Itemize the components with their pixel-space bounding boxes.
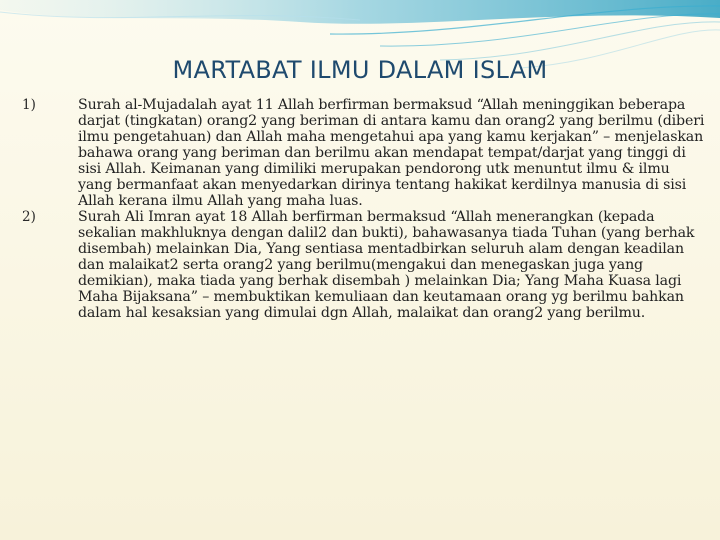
content-list [18,97,708,321]
list-item-text: Surah Ali Imran ayat 18 Allah berfirman bermaksud “Allah menerangkan (kepada sekalian makhluknya dengan dalil2 dan bukti), bahawasanya tiada Tuhan (yang berhak disembah) melainkan Dia, Yang sentiasa mentadbirkan seluruh alam dengan keadilan dan malaikat2 serta orang2 yang berilmu(mengakui dan menegaskan juga yang demikian), maka tiada yang berhak disembah ) melainkan Dia; Yang Maha Kuasa lagi Maha Bijaksana” – membuktikan kemuliaan dan keutamaan orang yg berilmu bahkan dalam hal kesaksian yang dimulai dgn Allah, malaikat dan orang2 yang berilmu. [78,209,695,321]
list-item [18,97,708,209]
list-item-number: 2) [22,209,36,225]
list-item-text: Surah al-Mujadalah ayat 11 Allah berfirman bermaksud “Allah meninggikan beberapa darjat (tingkatan) orang2 yang beriman di antara kamu dan orang2 yang berilmu (diberi ilmu pengetahuan) dan Allah maha mengetahui apa yang kamu kerjakan” – menjelaskan bahawa orang yang beriman dan berilmu akan mendapat tempat/darjat yang tinggi di sisi Allah. Keimanan yang dimiliki merupakan pendorong utk menuntut ilmu & ilmu yang bermanfaat akan menyedarkan dirinya tentang hakikat kerdilnya manusia di sisi Allah kerana ilmu Allah yang maha luas. [78,97,705,209]
list-item-number: 1) [22,97,36,113]
list-item [18,209,708,321]
slide-title: MARTABAT ILMU DALAM ISLAM [172,56,548,84]
